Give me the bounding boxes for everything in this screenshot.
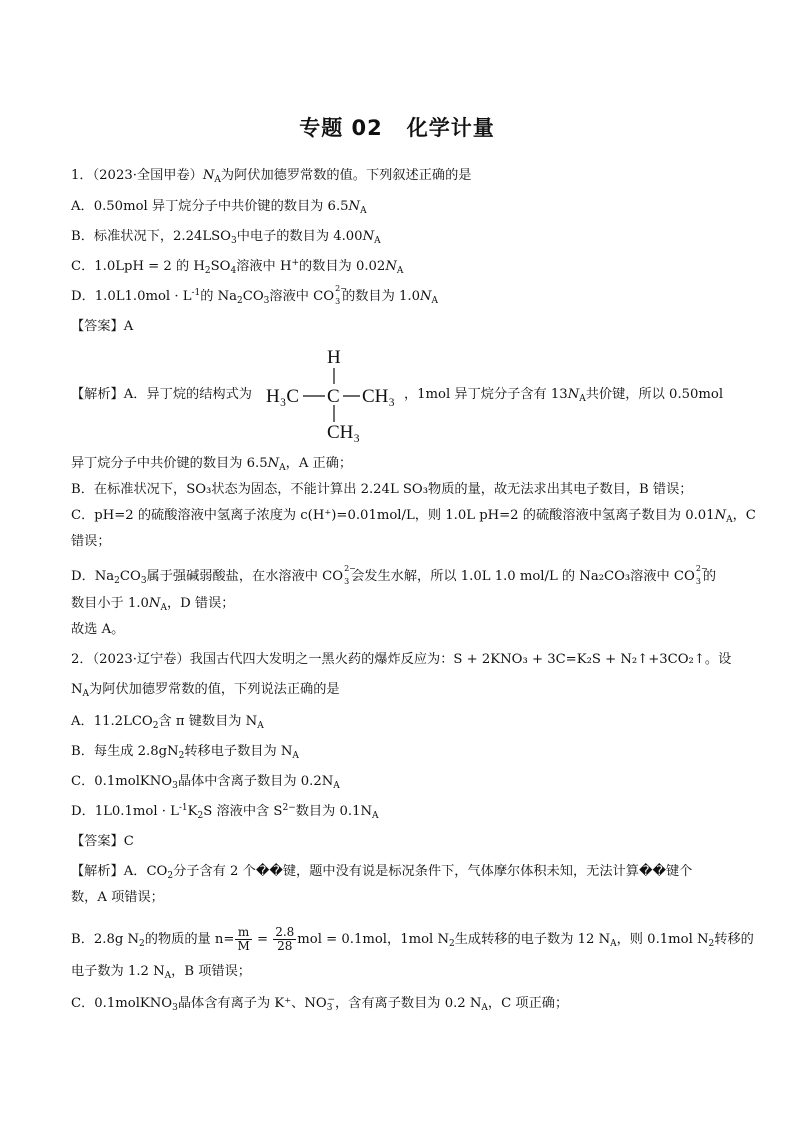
q2-option-a: A．$11.2LCO_2$含 π 键数目为 $N_A$ <box>71 714 264 731</box>
q1-explanation-b: B．在标准状况下，SO₃状态为固态，不能计算出 2.24L SO₃物质的量，故无法求出其电子数目，B 错误； <box>71 482 693 497</box>
q1-explanation-a-cont: 异丁烷分子中共价键的数目为 $6.5N_A$，A 正确； <box>71 456 353 473</box>
title-prefix: 专题 02 <box>299 116 383 140</box>
q1-option-d: D．$1.0L1.0mol \cdot L^{-1}$的 $Na_2CO_3$溶液中 CO 2− 3 的数目为 $1.0N_A$ <box>71 284 439 306</box>
q2-answer: 【答案】C <box>71 834 134 849</box>
q2-option-d: D．$1L0.1mol \cdot L^{-1}K_2S$ 溶液中含 $S^{2-}$数目为 $0.1N_A$ <box>71 803 379 821</box>
fraction-values: $\frac{2.8}{28}$ <box>275 925 295 953</box>
q1-option-b: B．标准状况下，$2.24LSO_3$中电子的数目为 $4.00N_A$ <box>71 229 381 246</box>
struct-left: H₃C <box>266 386 300 407</box>
q1-explanation-c: C．pH=2 的硫酸溶液中氢离子浓度为 c(H⁺)=0.01mol/L，则 1.0L pH=2 的硫酸溶液中氢离子数目为 $0.01N_A$，C <box>71 508 756 525</box>
q1-conclusion: 故选 A。 <box>71 622 125 637</box>
q1-explanation-d: D．$Na_2CO_3$属于强碱弱酸盐，在水溶液中 CO 2− 3 会发生水解，所以 1.0L 1.0 mol/L 的 Na₂CO₃溶液中 CO 2− 3 的 <box>71 564 717 586</box>
title-main: 化学计量 <box>406 116 495 140</box>
q1-stem: 1．（2023·全国甲卷）$N_A$为阿伏加德罗常数的值。下列叙述正确的是 <box>71 168 472 185</box>
q1-answer: 【答案】A <box>71 319 134 334</box>
fraction-m-over-m: $\frac{m}{M}$ <box>237 925 250 953</box>
struct-right: CH₃ <box>362 386 396 407</box>
q1-option-c: C．1.0LpH = 2 的 $H_2SO_4$溶液中 H+的数目为 $0.02N_A$ <box>71 258 404 276</box>
q1-explanation-d-cont: 数目小于 $1.0N_A$，D 错误； <box>71 596 235 613</box>
q2-explanation-a-cont: 数，A 项错误； <box>71 890 164 905</box>
q2-option-c: C．0.1molKNO$_3$晶体中含离子数目为 $0.2N_A$ <box>71 774 340 791</box>
q2-option-b: B．每生成 $2.8gN_2$转移电子数目为 $N_A$ <box>71 744 299 761</box>
q2-explanation-b: B．2.8g $N_2$的物质的量 n= $\frac{m}{M}$ = $\frac{2.8}{28}$ mol = 0.1mol，1mol $N_2$生成转移的电子数为 12 $N_A$，则 0.1mol $N_2$转移的 <box>71 925 754 953</box>
q1-explanation-a: 【解析】A．异丁烷的结构式为 ，1mol 异丁烷分子含有 $13N_A$共价键，所以 0.50mol <box>71 387 724 404</box>
page-title <box>0 112 794 142</box>
q2-explanation-a: 【解析】A．$CO_2$分子含有 2 个��键，题中没有说是标况条件下，气体摩尔体积未知，无法计算��键个 <box>71 864 693 881</box>
struct-center: C <box>327 386 340 407</box>
q1-explanation-c-cont: 错误； <box>71 534 111 549</box>
q1-option-a: A．0.50mol 异丁烷分子中共价键的数目为 $6.5N_A$ <box>71 199 367 216</box>
q2-explanation-c: C．0.1molKNO$_3$晶体含有离子为 K⁺、$NO_3^-$，含有离子数目为 0.2 $N_A$，C 项正确； <box>71 995 569 1013</box>
q2-explanation-b-cont: 电子数为 1.2 $N_A$，B 项错误； <box>71 964 251 981</box>
q2-stem: 2．（2023·辽宁卷）我国古代四大发明之一黑火药的爆炸反应为：S + 2KNO₃ + 3C=K₂S + N₂↑+3CO₂↑。设 <box>71 652 732 667</box>
isobutane-structure-diagram <box>266 345 416 443</box>
struct-h: H <box>327 347 341 368</box>
q2-stem-cont: $N_A$为阿伏加德罗常数的值，下列说法正确的是 <box>71 682 340 699</box>
struct-bottom: CH₃ <box>327 422 361 443</box>
